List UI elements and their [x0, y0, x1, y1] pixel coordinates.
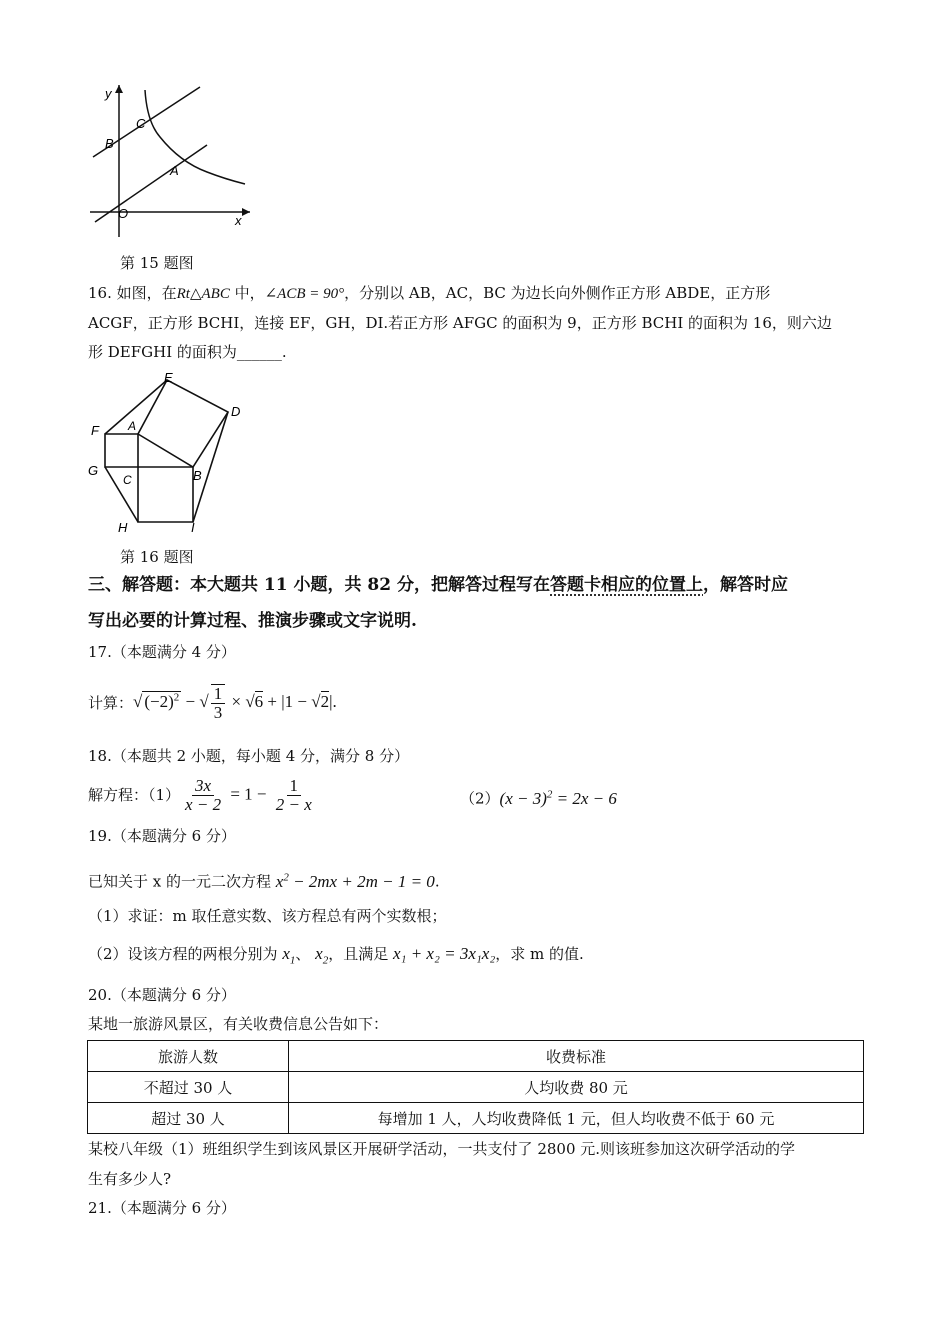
q20-header: 20.（本题满分 6 分）: [88, 986, 236, 1004]
fig15-label-c: C: [136, 116, 146, 131]
section3-heading-line2: 写出必要的计算过程、推演步骤或文字说明.: [88, 611, 417, 631]
fig15-label-b: B: [105, 136, 114, 151]
fee-table: [87, 1040, 864, 1134]
fig15-label-y: y: [105, 86, 112, 101]
section3-heading-line1: 三、解答题：本大题共 11 小题，共 82 分，把解答过程写在答题卡相应的位置上，解答时应: [88, 575, 788, 595]
table-header-cell: 收费标准: [289, 1041, 864, 1072]
q17-expression: 计算： √ $(-2)^2$ − √ $\frac{1}{3}$ × √6 + |1 − √2|.: [88, 684, 337, 722]
fig16-label-c: C: [123, 473, 132, 487]
fig15-label-o: O: [118, 206, 129, 221]
fig16-label-g: G: [88, 463, 99, 478]
q17-header: 17.（本题满分 4 分）: [88, 643, 236, 661]
table-header-row: [88, 1041, 864, 1072]
table-cell: 人均收费 80 元: [289, 1072, 864, 1103]
q18-part2: $(2)(x - 3)^2 = 2x - 6$: [460, 788, 617, 808]
fig15-caption: 第 15 题图: [120, 254, 194, 272]
q16-line3: 形 DEFGHI 的面积为______.: [88, 343, 287, 361]
q19-sub2: （2）设该方程的两根分别为 $x_1$、 $x_2$，且满足 x₁ + x₂ = 3x₁x₂，求 m 的值.: [88, 944, 584, 967]
fig16-label-e: E: [164, 372, 173, 385]
q18-part1: 解方程：（1） $\frac{3x}{x - 2}$ = 1 − $\frac{1}{2 - x}$: [88, 775, 312, 814]
q20-question-line2: 生有多少人?: [88, 1170, 172, 1188]
table-header-cell: 旅游人数: [88, 1041, 289, 1072]
q21-header: 21.（本题满分 6 分）: [88, 1199, 236, 1217]
fig16-label-h: H: [118, 520, 128, 535]
fig16-label-d: D: [231, 404, 241, 419]
q19-line1: 已知关于 x 的一元二次方程 $x^2 - 2mx + 2m - 1 = 0$.: [88, 871, 440, 891]
q19-header: 19.（本题满分 6 分）: [88, 827, 236, 845]
q19-sub1: （1）求证：m 取任意实数、该方程总有两个实数根；: [88, 907, 447, 925]
q20-question-line1: 某校八年级（1）班组织学生到该风景区开展研学活动，一共支付了 2800 元.则该班参加这次研学活动的学: [88, 1140, 796, 1158]
table-cell: 不超过 30 人: [88, 1072, 289, 1103]
q18-header: 18.（本题共 2 小题，每小题 4 分，满分 8 分）: [88, 747, 410, 765]
q16-line1: 16. 如图，在Rt△ABC 中，∠ACB = 90°，分别以 AB，AC，BC 为边长向外侧作正方形 ABDE，正方形: [88, 284, 771, 302]
fig16-caption: 第 16 题图: [120, 548, 194, 566]
fig16-label-f: F: [91, 423, 99, 438]
table-row: [88, 1103, 864, 1134]
table-row: [88, 1072, 864, 1103]
table-cell: 每增加 1 人，人均收费降低 1 元，但人均收费不低于 60 元: [289, 1103, 864, 1134]
q20-intro: 某地一旅游风景区，有关收费信息公告如下：: [88, 1015, 389, 1033]
fig15-label-x: x: [235, 213, 242, 228]
fig16-label-b: B: [193, 468, 202, 483]
fig16-label-i: I: [191, 520, 195, 535]
figure-16: [85, 372, 255, 537]
figure-15: [85, 82, 255, 242]
fig16-label-a: A: [128, 419, 137, 433]
table-cell: 超过 30 人: [88, 1103, 289, 1134]
q16-line2: ACGF，正方形 BCHI，连接 EF，GH，DI.若正方形 AFGC 的面积为 9，正方形 BCHI 的面积为 16，则六边: [88, 314, 832, 332]
fig15-label-a: A: [170, 163, 179, 178]
